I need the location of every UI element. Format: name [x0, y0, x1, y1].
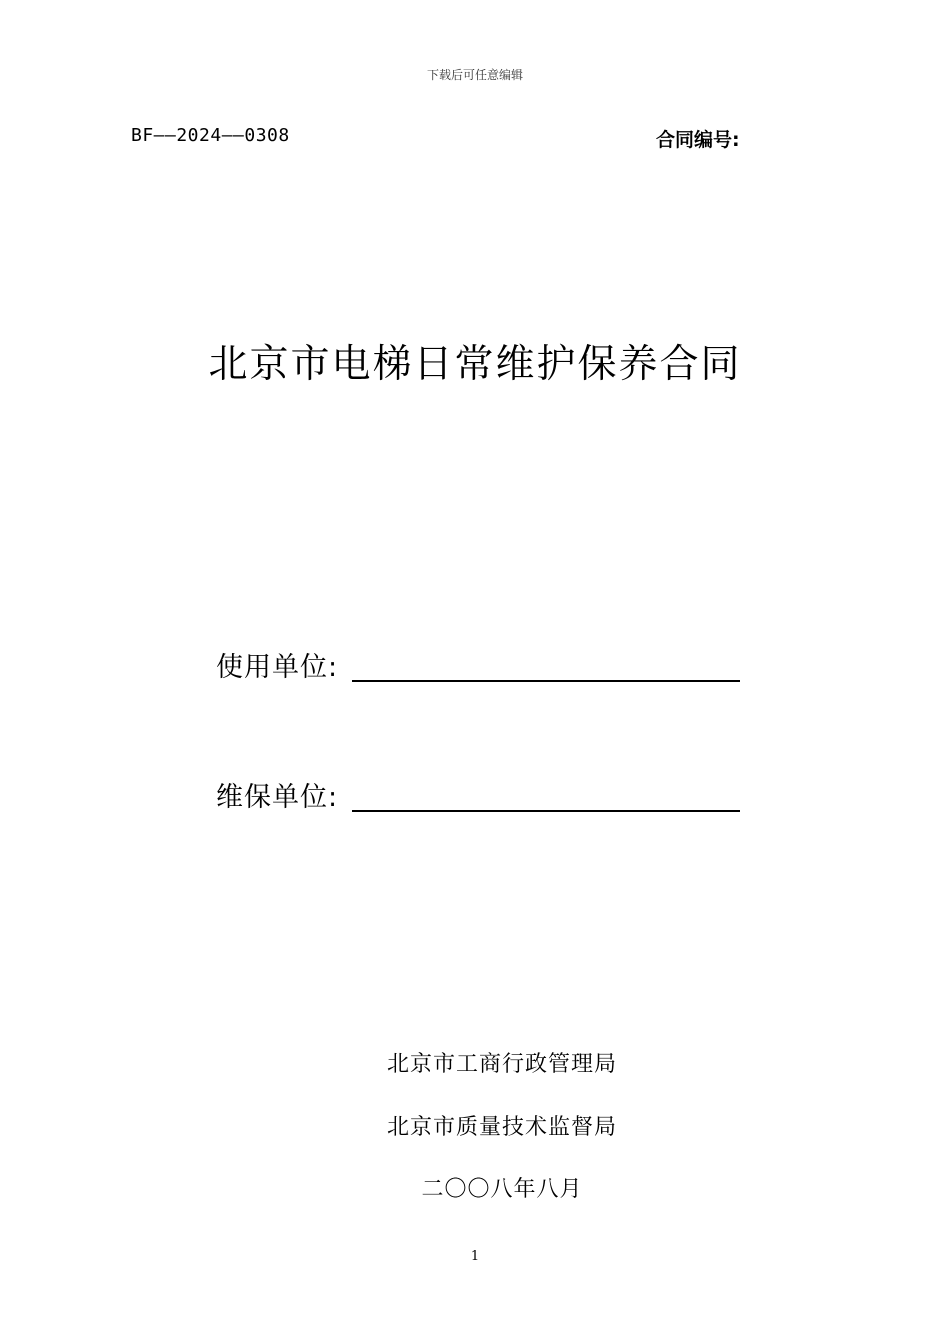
user-unit-label: 使用单位:	[216, 652, 339, 683]
header-note: 下载后可任意编辑	[426, 68, 523, 82]
maintenance-unit-blank-line[interactable]	[352, 810, 740, 812]
issuer-commerce-bureau: 北京市工商行政管理局	[386, 1052, 617, 1077]
maintenance-unit-label: 维保单位:	[216, 782, 339, 813]
page-number: 1	[470, 1249, 480, 1264]
maintenance-unit-row	[216, 775, 740, 814]
document-code: BF——2024——0308	[131, 125, 290, 146]
user-unit-row	[216, 645, 740, 684]
user-unit-blank-line[interactable]	[352, 680, 740, 682]
issue-date: 二〇〇八年八月	[421, 1177, 583, 1202]
document-title: 北京市电梯日常维护保养合同	[208, 342, 742, 387]
contract-number-label: 合同编号:	[656, 129, 740, 151]
issuer-quality-bureau: 北京市质量技术监督局	[386, 1115, 617, 1140]
